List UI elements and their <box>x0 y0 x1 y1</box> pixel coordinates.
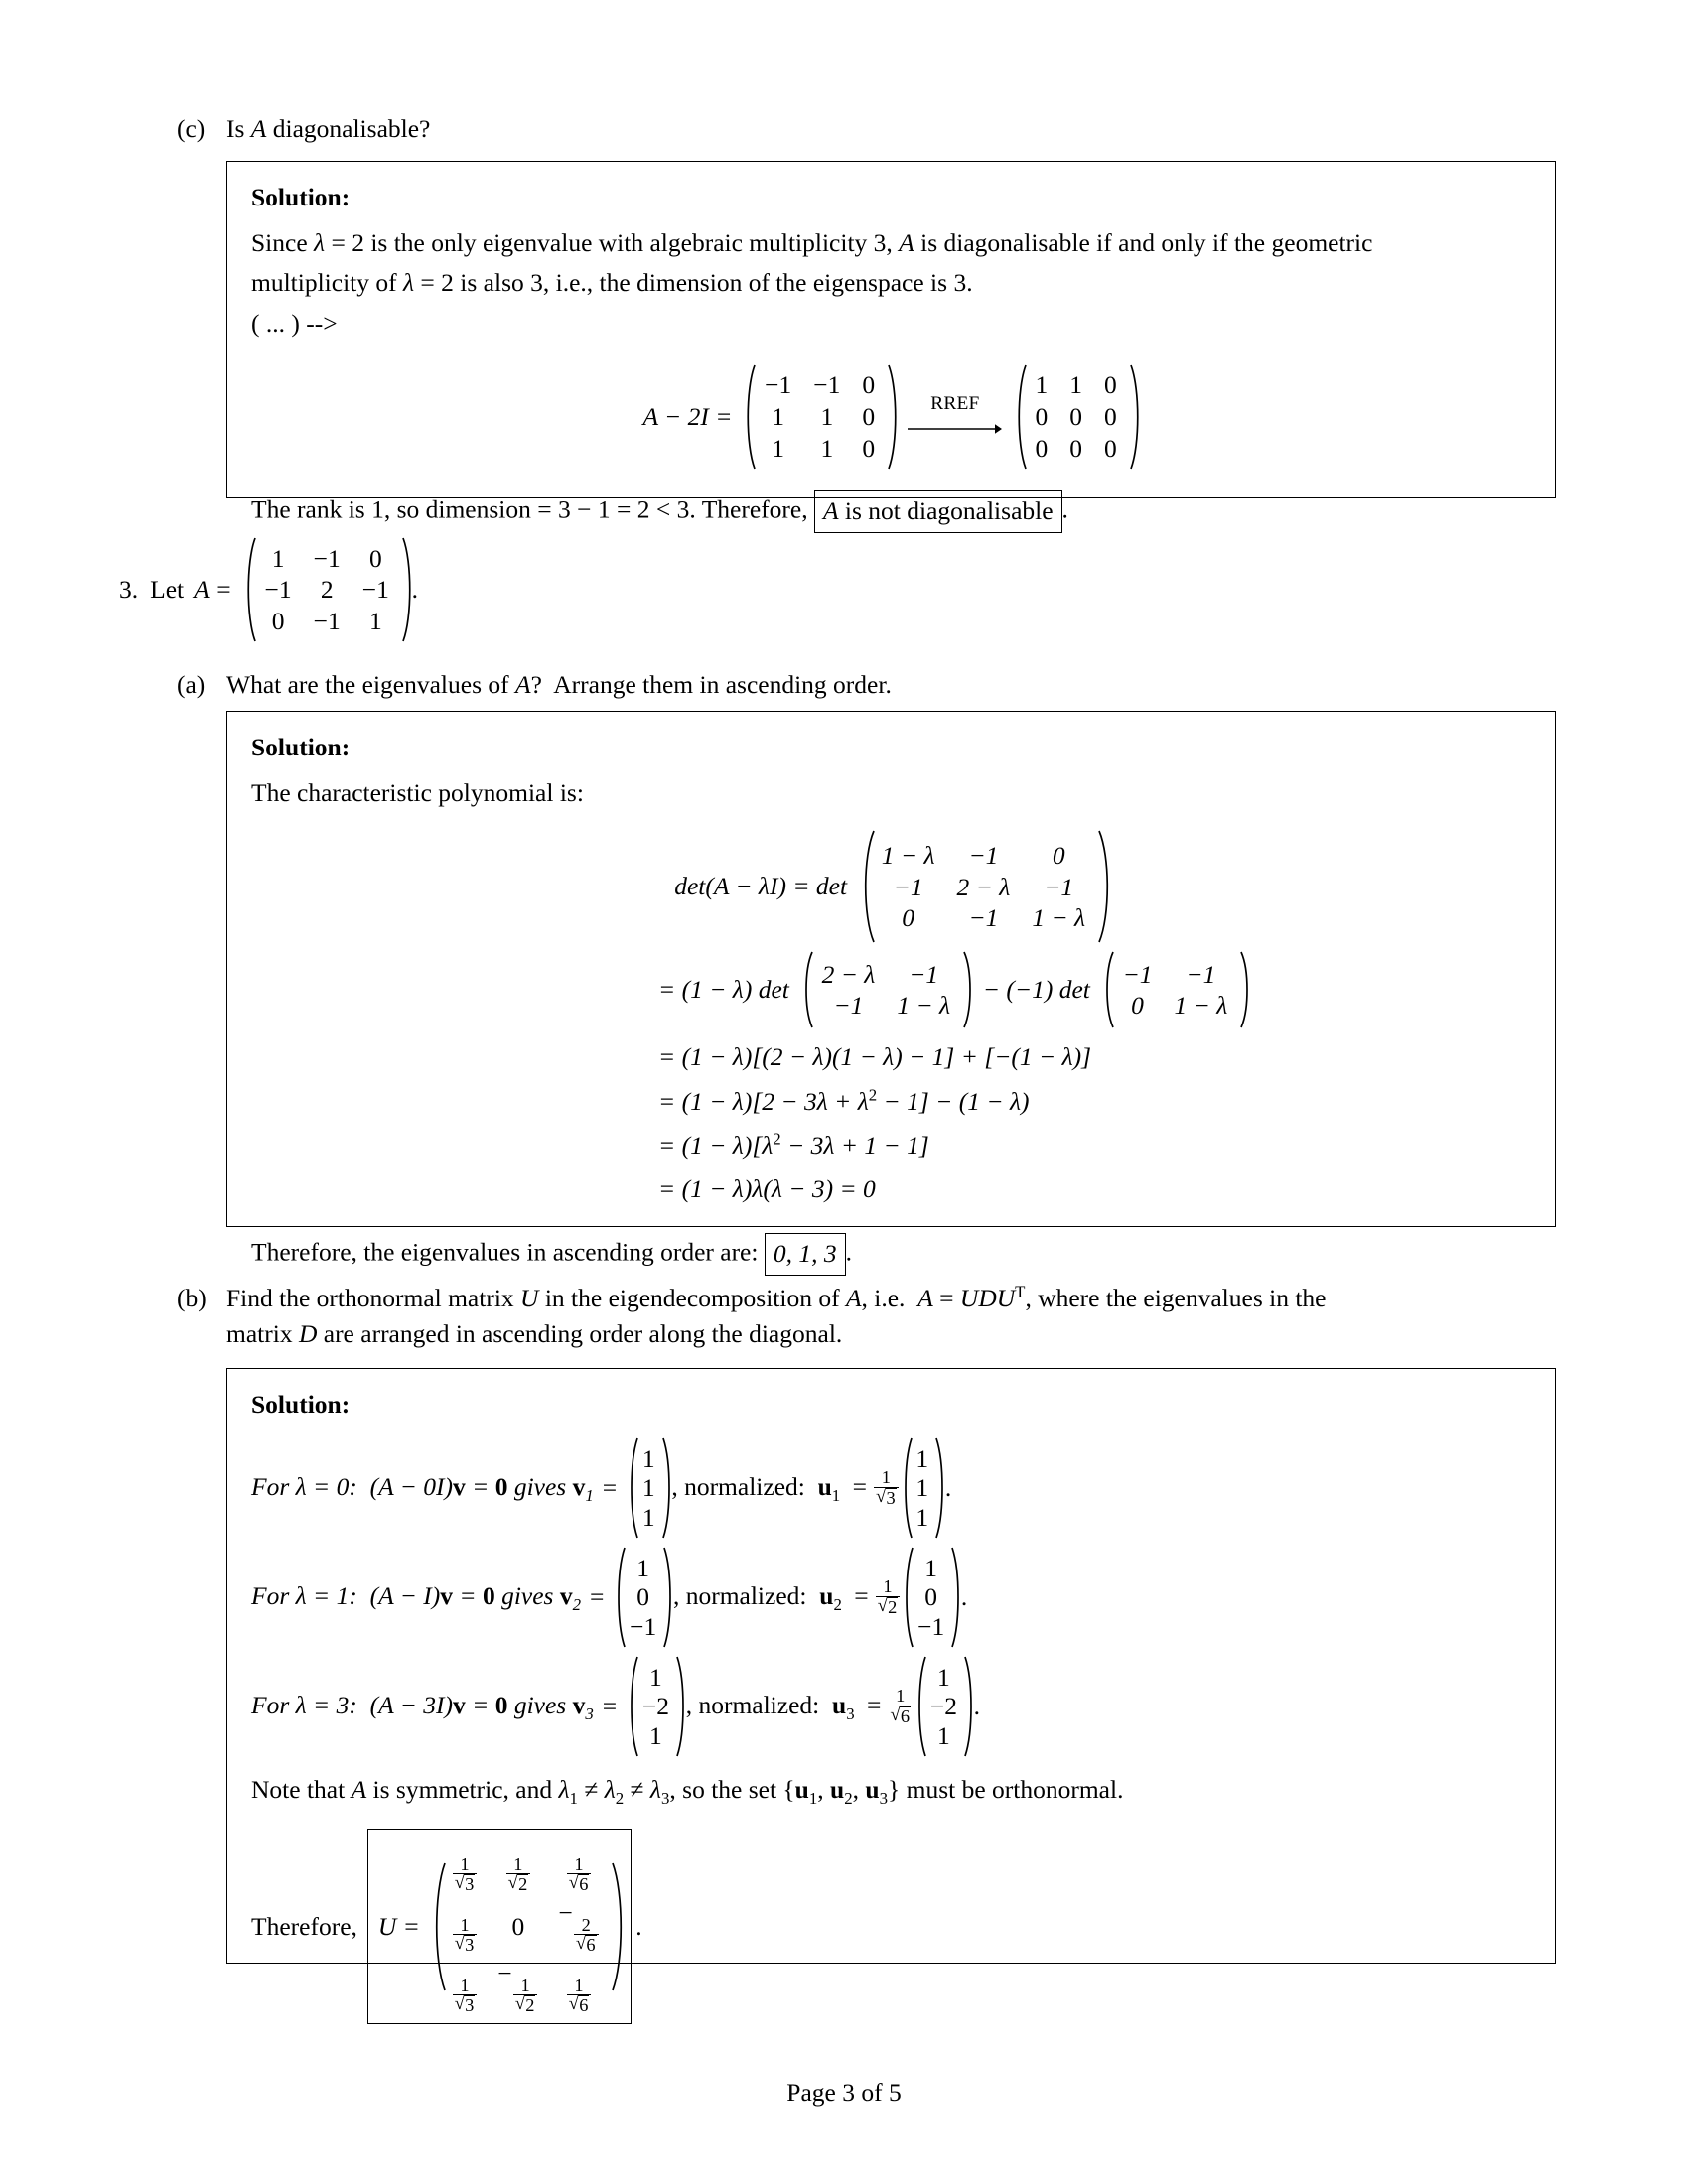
equation-A-minus-2I <box>251 363 1531 471</box>
normalized-vector-2 <box>901 1546 961 1649</box>
prompt-line-1: Find the orthonormal matrix U in the eigendecomposition of A, i.e. $A = UDU^T$, where the eigenvalues in the <box>226 1282 1327 1312</box>
right-paren <box>401 536 412 643</box>
derivation-3a <box>251 829 1531 1207</box>
matrix-row: 1 <box>641 1443 655 1473</box>
eq-lhs-A-2I: A − 2I = <box>642 401 733 431</box>
solution-box-3a <box>226 711 1556 1269</box>
line4-post: − 1] − (1 − λ) <box>877 1086 1030 1116</box>
matrix-U <box>430 1836 621 2017</box>
derivation-line-5 <box>251 1128 1531 1163</box>
matrix-A-minus-lambdaI <box>859 829 1108 944</box>
derivation-line-1 <box>251 829 1531 944</box>
right-paren <box>934 1436 945 1540</box>
matrix-row: 1 − λ −1 0 <box>881 841 1065 871</box>
matrix-row: 2 − λ −1 <box>821 959 939 989</box>
right-paren <box>962 950 973 1029</box>
matrix-rref-result <box>1013 363 1140 471</box>
derivation-line-2 <box>251 950 1531 1029</box>
solution-box-2c: Solution: Since λ = 2 is the only eigenvalue with algebraic multiplicity 3, A is diagonalisable if and only if the geometric multiplicity of λ = 2 is also 3, i.e., the dimension of the eigenspace is 3. ( ... ) --> A − 2I = −1 −1 0 1 1 0 1 1 0 RREF 1 1 0 0 0 0 0 0 0 The rank is 1, so dimension = 3 − 1 = 2 < 3. Therefore, A is not diagonalisable . <box>226 161 1556 498</box>
eigen-2-lead: For λ = 1: (A − I)v = 0 gives $v_2$ <box>251 1580 582 1614</box>
prompt-post: diagonalisable? <box>266 114 431 143</box>
matrix-row: 1 −1 0 <box>271 543 382 573</box>
minor-matrix-1 <box>799 950 973 1029</box>
eigen-3-lead: For λ = 3: (A − 3I)v = 0 gives $v_3$ <box>251 1690 594 1723</box>
det-lhs: det(A − λI) = det <box>674 872 848 901</box>
solution-heading: Solution: <box>251 183 351 211</box>
eigen-2-u-equals: = <box>854 1580 869 1610</box>
prompt-line-2: matrix D are arranged in ascending order along the diagonal. <box>226 1319 843 1349</box>
eigen-1-u-subscript: 1 <box>831 1485 841 1505</box>
boxed-answer-3b <box>367 1829 632 2024</box>
eigen-1-subscript: 1 <box>585 1485 594 1505</box>
left-paren <box>626 1655 636 1758</box>
question-3b-label <box>177 1281 207 1316</box>
matrix-A-minus-2I <box>742 363 897 471</box>
matrix-row: 1 1 0 <box>772 433 876 463</box>
matrix-row: 1 <box>915 1443 929 1473</box>
right-paren <box>963 1655 974 1758</box>
matrix-row <box>442 1896 610 1957</box>
left-paren <box>626 1436 636 1540</box>
stem-period: . <box>411 574 419 604</box>
matrix-row: 0 −1 1 − λ <box>902 903 1086 933</box>
question-3-stem <box>119 536 418 643</box>
closing-period: . <box>845 1237 852 1267</box>
line4-pre: = (1 − λ)[2 − 3λ + λ <box>658 1086 869 1116</box>
left-paren <box>914 1655 924 1758</box>
matrix-row: 1 1 0 <box>1035 370 1117 400</box>
coef-denominator <box>874 1487 899 1508</box>
eigenvector-3 <box>626 1655 686 1758</box>
matrix-row: −1 <box>917 1611 945 1641</box>
u-cell-0-0: 1 √ 3 <box>453 1855 478 1894</box>
therefore-text: Therefore, <box>251 1911 357 1941</box>
matrix-row: 1 <box>641 1473 655 1503</box>
matrix-row: −1 −1 0 <box>765 370 876 400</box>
coef-numerator: 1 <box>883 1576 893 1597</box>
matrix-row: 1 <box>915 1473 929 1503</box>
left-paren <box>900 1436 911 1540</box>
page-footer: Page 3 of 5 <box>786 2078 902 2107</box>
matrix-row: 0 1 − λ <box>1131 991 1228 1021</box>
line5-pre: = (1 − λ)[λ <box>658 1130 774 1160</box>
result-U-label: U = <box>377 1911 420 1941</box>
matrix-row: −1 −1 <box>1122 959 1216 989</box>
eigen-1-u-equals: = <box>852 1471 867 1501</box>
solution-2c-line1: Since λ = 2 is the only eigenvalue with algebraic multiplicity 3, A is diagonalisable if and only if the geometric <box>251 228 1373 258</box>
derivation-line-3: = (1 − λ)[(2 − λ)(1 − λ) − 1] + [−(1 − λ)] <box>658 1042 1092 1072</box>
rref-arrow-label: RREF <box>930 392 980 414</box>
prompt-variable: A <box>250 114 267 143</box>
minor-matrix-2 <box>1100 950 1250 1029</box>
normalized-vector-3 <box>914 1655 974 1758</box>
line5-post: − 3λ + 1 − 1] <box>780 1130 929 1160</box>
eigen-3-u-equals: = <box>866 1690 882 1719</box>
eigen-line-2 <box>251 1546 1531 1649</box>
solution-3b-result <box>251 1829 1531 2024</box>
label-text: (c) <box>177 114 206 143</box>
right-paren <box>1129 363 1140 471</box>
solution-box-3b <box>226 1368 1556 2016</box>
closing-text: Therefore, the eigenvalues in ascending order are: <box>251 1237 759 1267</box>
coef-numerator: 1 <box>896 1686 906 1706</box>
matrix-row: 1 <box>636 1553 650 1582</box>
right-paren <box>675 1655 686 1758</box>
left-paren <box>242 536 253 643</box>
let-text: Let <box>150 574 185 604</box>
right-paren <box>662 1546 673 1649</box>
left-paren <box>859 829 870 944</box>
matrix-row: 1 <box>924 1553 937 1582</box>
right-paren <box>1239 950 1250 1029</box>
question-3-number: 3. <box>119 574 139 604</box>
right-paren <box>887 363 898 471</box>
right-paren <box>661 1436 672 1540</box>
eigen-1-period: . <box>944 1473 952 1503</box>
eigen-1-equals: = <box>602 1473 618 1503</box>
u-cell-2-2: 1 √ 6 <box>567 1977 592 2015</box>
matrix-row: 0 <box>636 1582 650 1612</box>
eigen-3-coefficient <box>888 1687 913 1725</box>
solution-3a-closing <box>251 1233 1531 1276</box>
right-paren <box>611 1861 622 1992</box>
eigen-2-period: . <box>960 1582 968 1612</box>
matrix-row: −1 2 − λ −1 <box>893 872 1074 901</box>
matrix-A <box>242 536 412 643</box>
u-cell-1-2: − 2 √ 6 <box>558 1898 599 1927</box>
eigen-2-equals: = <box>590 1582 605 1612</box>
derivation-line-4 <box>251 1084 1531 1120</box>
solution-3a-intro: The characteristic polynomial is: <box>251 778 584 808</box>
coef-denominator <box>888 1706 913 1726</box>
eigen-line-3 <box>251 1655 1531 1758</box>
step2-mid: − (−1) det <box>982 975 1090 1005</box>
u-cell-0-1: 1 √ 2 <box>506 1855 531 1894</box>
solution-2c-closing <box>251 490 1531 533</box>
closing-period: . <box>1061 494 1068 524</box>
u-cell-1-0: 1 √ 3 <box>453 1916 478 1955</box>
step2-pre: = (1 − λ) det <box>658 975 789 1005</box>
matrix-row: 1 <box>649 1662 662 1692</box>
coef-numerator: 1 <box>881 1467 891 1488</box>
left-paren <box>742 363 753 471</box>
solution-3b-note: Note that A is symmetric, and $\lambda_1 \ne \lambda_2 \ne \lambda_3$, so the set {$u_1$, $u_2$, $u_3$} must be orthonormal. <box>251 1775 1124 1809</box>
question-3a-prompt: What are the eigenvalues of A? Arrange them in ascending order. <box>226 670 892 699</box>
eigen-3-equals: = <box>602 1692 618 1721</box>
eigen-2-mid: , normalized: $u_2$ = <box>672 1580 869 1614</box>
matrix-row: −1 1 − λ <box>833 991 951 1021</box>
matrix-row: −1 2 −1 <box>264 575 389 605</box>
matrix-A-label: A = <box>194 574 232 604</box>
matrix-row: 0 0 0 <box>1035 402 1117 432</box>
boxed-answer-2c: A is not diagonalisable <box>814 490 1062 533</box>
result-period: . <box>635 1911 642 1941</box>
solution-heading: Solution: <box>251 733 351 761</box>
matrix-row <box>442 1836 610 1896</box>
matrix-row: 0 −1 1 <box>271 606 382 635</box>
left-paren <box>901 1546 912 1649</box>
prompt-pre: Is <box>226 114 251 143</box>
solution-heading: Solution: <box>251 1390 351 1419</box>
arrow-glyph <box>908 414 1003 440</box>
eigenvector-2 <box>613 1546 673 1649</box>
coef-denominator <box>876 1596 901 1617</box>
eigen-2-coefficient <box>876 1577 901 1616</box>
eigen-1-lead: For λ = 0: (A − 0I)v = 0 gives $v_1$ <box>251 1471 594 1505</box>
matrix-row: −2 <box>929 1692 957 1721</box>
left-paren <box>1013 363 1024 471</box>
eigen-line-1 <box>251 1436 1531 1540</box>
left-paren <box>1100 950 1111 1029</box>
matrix-row: 1 <box>915 1502 929 1532</box>
u-cell-1-1: 0 <box>511 1911 525 1941</box>
eigen-3-u-subscript: 3 <box>846 1704 855 1723</box>
sqrt-radicand: 2 <box>888 1597 898 1618</box>
eigen-3-subscript: 3 <box>585 1704 594 1723</box>
left-paren <box>613 1546 624 1649</box>
line4-exponent: 2 <box>868 1085 878 1105</box>
eigen-2-subscript: 2 <box>572 1594 582 1614</box>
matrix-row <box>442 1957 610 2017</box>
rref-arrow <box>908 394 1003 440</box>
matrix-row: 0 0 0 <box>1035 433 1117 463</box>
matrix-row: 1 <box>641 1502 655 1532</box>
closing-text: The rank is 1, so dimension = 3 − 1 = 2 < 3. Therefore, <box>251 494 808 524</box>
question-2c-label <box>177 111 205 147</box>
u-cell-2-0: 1 √ 3 <box>453 1977 478 2015</box>
derivation-line-6: = (1 − λ)λ(λ − 3) = 0 <box>658 1174 876 1204</box>
matrix-row: −1 <box>630 1611 657 1641</box>
sqrt-radicand: 6 <box>900 1706 911 1727</box>
matrix-row: 1 <box>937 1720 950 1750</box>
eigenvector-1 <box>626 1436 671 1540</box>
u-cell-0-2: 1 √ 6 <box>567 1855 592 1894</box>
right-paren <box>1097 829 1108 944</box>
left-paren <box>430 1861 441 1992</box>
matrix-row: −2 <box>641 1692 669 1721</box>
boxed-answer-3a: 0, 1, 3 <box>765 1233 846 1276</box>
solution-2c-line2: multiplicity of λ = 2 is also 3, i.e., the dimension of the eigenspace is 3. <box>251 268 973 298</box>
matrix-row: 1 <box>649 1720 662 1750</box>
eigen-2-u-subscript: 2 <box>833 1594 842 1614</box>
right-paren <box>950 1546 961 1649</box>
matrix-row: 1 <box>937 1662 950 1692</box>
u-cell-2-1: − 1 √ 2 <box>497 1959 538 1987</box>
matrix-row: 0 <box>924 1582 937 1612</box>
label-text: (a) <box>177 670 206 699</box>
line5-exponent: 2 <box>773 1129 781 1149</box>
question-2c-prompt <box>226 111 430 147</box>
matrix-row: 1 1 0 <box>772 402 876 432</box>
eigen-3-mid: , normalized: $u_3$ = <box>685 1690 882 1723</box>
question-3b-prompt <box>226 1281 1557 1352</box>
eigen-3-period: . <box>973 1692 981 1721</box>
eigen-1-mid: , normalized: $u_1$ = <box>671 1471 867 1505</box>
question-3a-label <box>177 667 205 703</box>
left-paren <box>799 950 810 1029</box>
normalized-vector-1 <box>900 1436 945 1540</box>
label-text: (b) <box>177 1284 207 1312</box>
eigen-1-coefficient <box>874 1468 899 1507</box>
sqrt-radicand: 3 <box>886 1488 896 1509</box>
transpose-exponent: T <box>1015 1282 1026 1301</box>
